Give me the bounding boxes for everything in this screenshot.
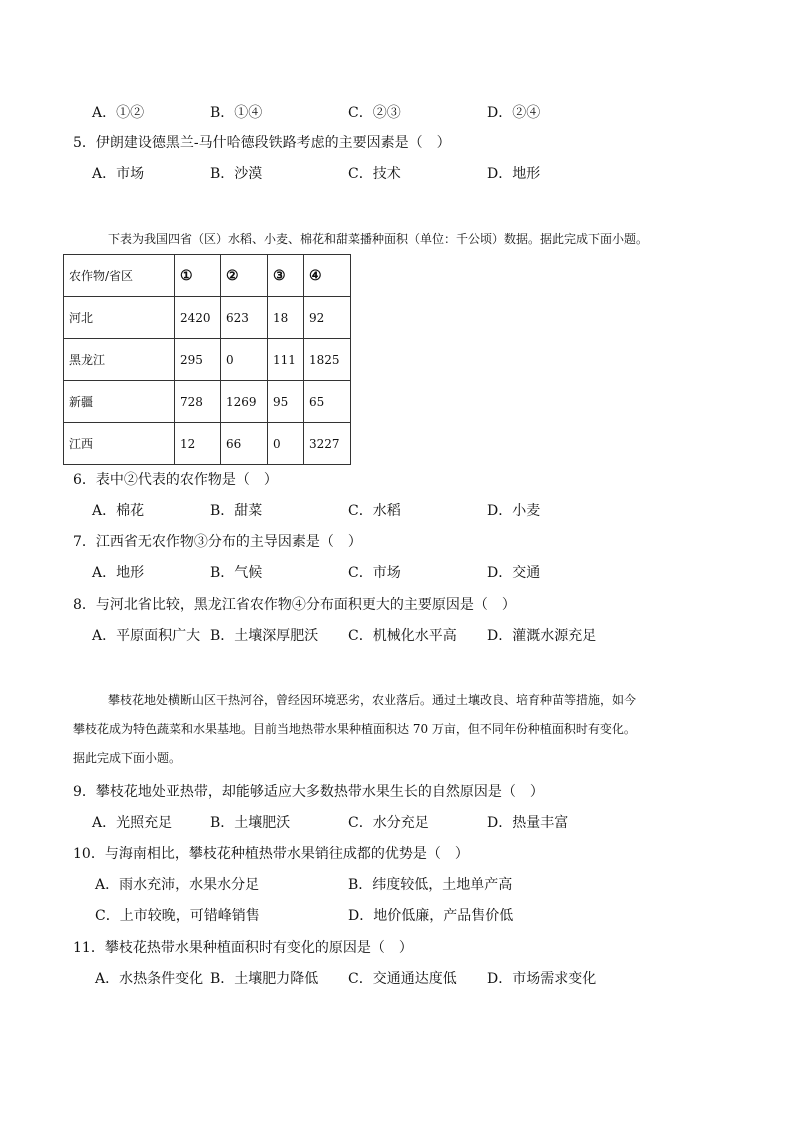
q9-option-c: C．水分充足 xyxy=(348,815,429,831)
passage-line-2: 攀枝花成为特色蔬菜和水果基地。目前当地热带水果种植面积达 70 万亩，但不同年份种植面积时有变化。 xyxy=(73,722,636,736)
table-cell: 0 xyxy=(268,423,304,465)
table-cell: 黑龙江 xyxy=(64,339,175,381)
table-cell: 295 xyxy=(175,339,221,381)
table-header-cell: ① xyxy=(175,255,221,297)
q10-stem: 10．与海南相比，攀枝花种植热带水果销往成都的优势是（ ） xyxy=(73,846,469,862)
q7-option-a: A．地形 xyxy=(92,565,145,581)
q6-stem: 6．表中②代表的农作物是（ ） xyxy=(73,472,278,488)
q7-stem: 7．江西省无农作物③分布的主导因素是（ ） xyxy=(73,534,362,550)
q7-option-b: B．气候 xyxy=(210,565,263,581)
q9-option-d: D．热量丰富 xyxy=(487,815,569,831)
q5-option-b: B．沙漠 xyxy=(210,166,263,182)
q5-option-c: C．技术 xyxy=(348,166,401,182)
q4-option-d: D．②④ xyxy=(487,105,541,121)
q11-stem: 11．攀枝花热带水果种植面积时有变化的原因是（ ） xyxy=(73,940,413,956)
table-header-cell: ③ xyxy=(268,255,304,297)
table-cell: 111 xyxy=(268,339,304,381)
table-intro: 下表为我国四省（区）水稻、小麦、棉花和甜菜播种面积（单位：千公顷）数据。据此完成下面小题。 xyxy=(108,232,649,246)
table-row xyxy=(64,339,351,381)
q11-option-b: B．土壤肥力降低 xyxy=(210,971,319,987)
table-row xyxy=(64,381,351,423)
q6-option-d: D．小麦 xyxy=(487,503,541,519)
q10-option-c: C．上市较晚，可错峰销售 xyxy=(95,908,260,924)
table-cell: 95 xyxy=(268,381,304,423)
table-cell: 12 xyxy=(175,423,221,465)
table-cell: 623 xyxy=(221,297,268,339)
q11-option-c: C．交通通达度低 xyxy=(348,971,457,987)
table-cell: 3227 xyxy=(304,423,351,465)
q7-option-d: D．交通 xyxy=(487,565,541,581)
table-cell: 66 xyxy=(221,423,268,465)
table-cell: 新疆 xyxy=(64,381,175,423)
q11-option-a: A．水热条件变化 xyxy=(95,971,204,987)
table-cell: 92 xyxy=(304,297,351,339)
table-header-cell: ④ xyxy=(304,255,351,297)
table-header-cell: 农作物/省区 xyxy=(64,255,175,297)
table-cell: 0 xyxy=(221,339,268,381)
q5-option-a: A．市场 xyxy=(92,166,145,182)
q10-option-d: D．地价低廉，产品售价低 xyxy=(348,908,514,924)
table-cell: 1825 xyxy=(304,339,351,381)
table-header-row xyxy=(64,255,351,297)
table-cell: 1269 xyxy=(221,381,268,423)
q9-option-b: B．土壤肥沃 xyxy=(210,815,291,831)
crop-area-table xyxy=(63,254,351,465)
q8-stem: 8．与河北省比较，黑龙江省农作物④分布面积更大的主要原因是（ ） xyxy=(73,597,516,613)
table-cell: 728 xyxy=(175,381,221,423)
q5-option-d: D．地形 xyxy=(487,166,541,182)
passage-line-1: 攀枝花地处横断山区干热河谷，曾经因环境恶劣，农业落后。通过土壤改良、培育种苗等措施，如今 xyxy=(108,693,637,707)
table-cell: 65 xyxy=(304,381,351,423)
q8-option-d: D．灌溉水源充足 xyxy=(487,628,597,644)
table-cell: 2420 xyxy=(175,297,221,339)
table-cell: 河北 xyxy=(64,297,175,339)
q7-option-c: C．市场 xyxy=(348,565,401,581)
q6-option-c: C．水稻 xyxy=(348,503,401,519)
q9-option-a: A．光照充足 xyxy=(92,815,173,831)
passage-line-3: 据此完成下面小题。 xyxy=(73,751,182,765)
q6-option-a: A．棉花 xyxy=(92,503,145,519)
q9-stem: 9．攀枝花地处亚热带，却能够适应大多数热带水果生长的自然原因是（ ） xyxy=(73,784,544,800)
q8-option-b: B．土壤深厚肥沃 xyxy=(210,628,319,644)
q11-option-d: D．市场需求变化 xyxy=(487,971,597,987)
q8-option-a: A．平原面积广大 xyxy=(92,628,201,644)
table-cell: 江西 xyxy=(64,423,175,465)
q8-option-c: C．机械化水平高 xyxy=(348,628,457,644)
q10-option-a: A．雨水充沛，水果水分足 xyxy=(95,877,260,893)
table-cell: 18 xyxy=(268,297,304,339)
q4-option-a: A．①② xyxy=(92,105,145,121)
table-row xyxy=(64,423,351,465)
q5-stem: 5．伊朗建设德黑兰-马什哈德段铁路考虑的主要因素是（ ） xyxy=(73,135,451,151)
table-row xyxy=(64,297,351,339)
q4-option-b: B．①④ xyxy=(210,105,263,121)
table-header-cell: ② xyxy=(221,255,268,297)
q6-option-b: B．甜菜 xyxy=(210,503,263,519)
q4-option-c: C．②③ xyxy=(348,105,401,121)
q10-option-b: B．纬度较低，土地单产高 xyxy=(348,877,513,893)
